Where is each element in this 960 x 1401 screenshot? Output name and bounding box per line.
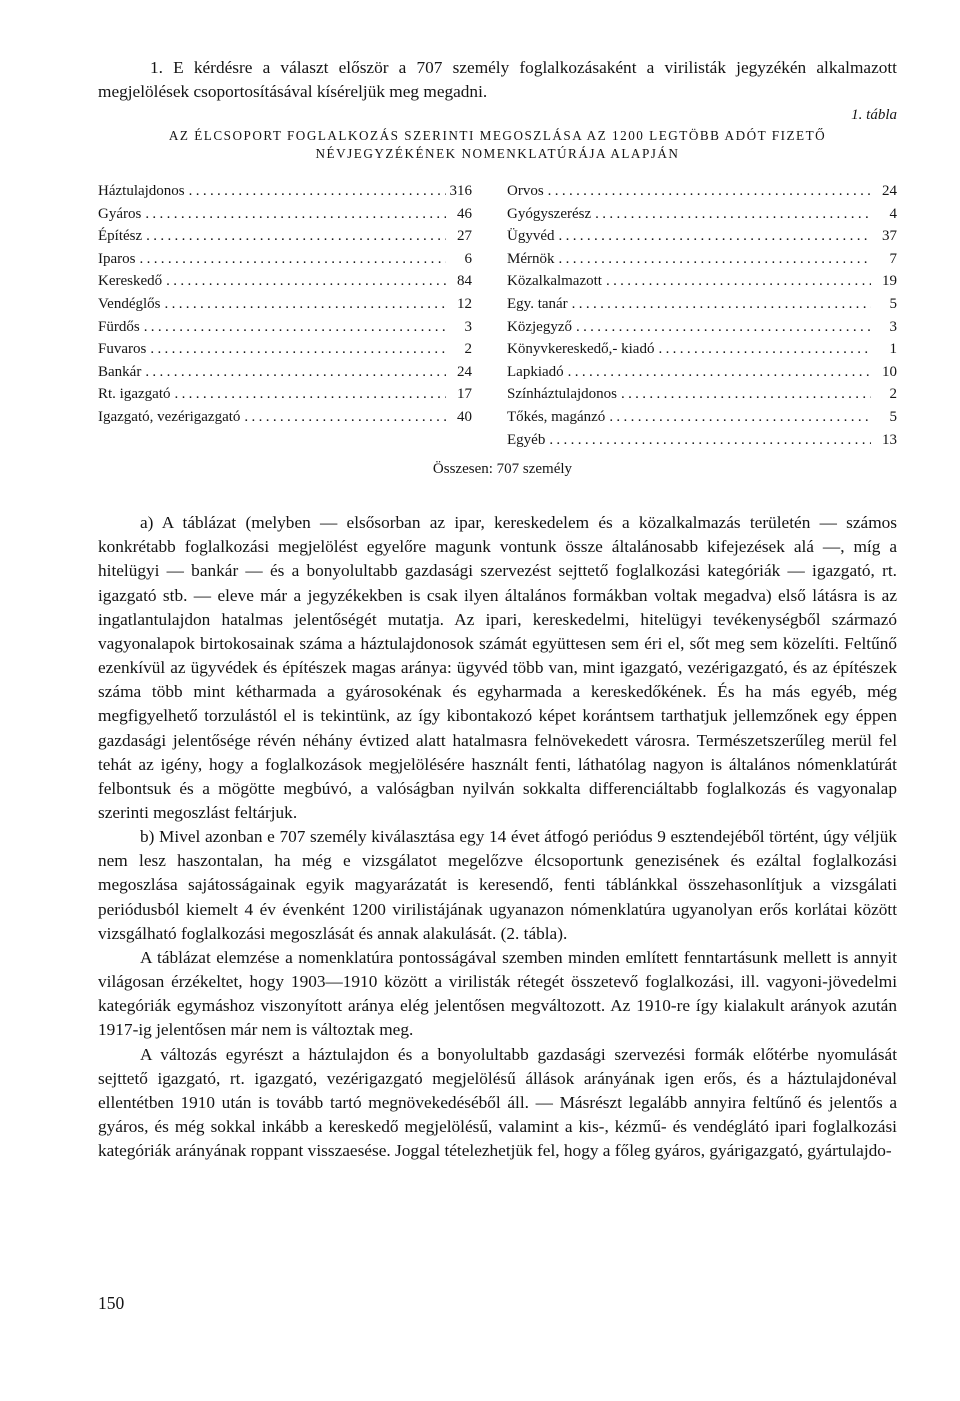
occupation-name: Kereskedő bbox=[98, 273, 163, 290]
occupation-name: Igazgató, vezérigazgató bbox=[98, 408, 241, 425]
occupation-name: Ügyvéd bbox=[507, 228, 555, 245]
occupation-name: Mérnök bbox=[507, 250, 555, 267]
table-row bbox=[507, 203, 897, 226]
table-row bbox=[98, 361, 472, 384]
occupation-name: Lapkiadó bbox=[507, 363, 564, 380]
table-caption-line-2: NÉVJEGYZÉKÉNEK NOMENKLATÚRÁJA ALAPJÁN bbox=[315, 146, 680, 161]
page-number: 150 bbox=[98, 1293, 125, 1313]
table-row bbox=[98, 406, 472, 429]
table-total: Összesen: 707 személy bbox=[432, 461, 573, 478]
table-row bbox=[507, 316, 897, 339]
occupation-count: 13 bbox=[882, 431, 897, 448]
table-row bbox=[98, 316, 472, 339]
occupation-count: 1 bbox=[889, 341, 897, 358]
occupation-table bbox=[98, 180, 897, 451]
occupation-count: 3 bbox=[889, 318, 897, 335]
paragraph-a: a) A táblázat (melyben — elsősorban az ipar, kereskedelem és a közalkalmazás területén — számos konkrétabb foglalkozási megjelölést egyelőre magunk vontunk össze általánosabb kifejezések alá —, míg a hitelügyi — bankár — és a bonyolultabb gazdasági szervezést sejttető foglalkozási kategóriák — igazgató, rt. igazgató stb. — eleve már a jegyzékekben is csak ilyen általános formákban voltak megadva) első látásra is az ingatlantulajdon hatalmas jelentőségét mutatja. Az ipari, kereskedelmi, hitelügyi tevékenységből származó vagyonalapok birtokosainak száma a háztulajdonosok számát együttesen sem éri el, sőt meg sem közelíti. Feltűnő ezenkívül az ügyvédek és építészek magas aránya: ügyvéd több van, mint igazgató, vezérigazgató, és az építészek száma több mint kétharmada a gyárosokénak és egyharmada a kereskedőkének. És ha más egyéb, még megfigyelhető torzulástól el is tekintünk, az így kibontakozó képet korántsem tarthatjuk jellemzőnek egy éppen gazdasági jelentősége révén néhány évtized alatt hatalmasra felnövekedett városra. Természetszerűleg merül fel tehát az igény, hogy a foglalkozások megjelölésére használt fenti, láthatólag nagyon is általános nómenklatúrát felbontsuk és a mögötte megbúvó, a valóságban nyilván sokkalta differenciáltabb foglalkozás és vagyonalap szerinti megoszlást feltárjuk. bbox=[98, 513, 897, 822]
table-caption-line-1: AZ ÉLCSOPORT FOGLALKOZÁS SZERINTI MEGOSZLÁSA AZ 1200 LEGTÖBB ADÓT FIZETŐ bbox=[168, 128, 827, 143]
occupation-count: 37 bbox=[882, 228, 897, 245]
occupation-count: 84 bbox=[457, 273, 472, 290]
table-row bbox=[507, 338, 897, 361]
occupation-count: 5 bbox=[889, 295, 897, 312]
occupation-count: 6 bbox=[464, 250, 472, 267]
table-row bbox=[98, 180, 472, 203]
occupation-name: Egyéb bbox=[507, 431, 546, 448]
occupation-name: Fuvaros bbox=[98, 341, 147, 358]
occupation-count: 24 bbox=[457, 363, 472, 380]
table-right-column bbox=[507, 180, 897, 451]
occupation-name: Gyógyszerész bbox=[507, 205, 592, 222]
table-row bbox=[98, 383, 472, 406]
occupation-name: Színháztulajdonos bbox=[507, 386, 617, 403]
occupation-name: Tőkés, magánzó bbox=[507, 408, 606, 425]
occupation-count: 19 bbox=[882, 273, 897, 290]
table-row bbox=[507, 429, 897, 452]
table-row bbox=[507, 293, 897, 316]
occupation-count: 3 bbox=[464, 318, 472, 335]
occupation-name: Bankár bbox=[98, 363, 142, 380]
document-page bbox=[98, 56, 897, 1163]
paragraph: A táblázat elemzése a nomenklatúra pontosságával szemben minden említett fenntartásunk mellett is annyit világosan érzékeltet, hogy 1903—1910 között a virilisták rétegét összetevő foglalkozási, ill. vagyoni-jövedelmi kategóriák egymáshoz viszonyított aránya elég jelentősen megváltozott. Az 1910-re így kialakult arányok azután 1917-ig jelentősen már nem is változtak meg. bbox=[98, 947, 897, 1040]
table-number: 1. tábla bbox=[851, 107, 897, 123]
table-row bbox=[98, 338, 472, 361]
intro-paragraph: 1. E kérdésre a választ először a 707 személy foglalkozásaként a virilisták jegyzékén alkalmazott megjelölések csoportosításával kíséreljük meg megadni. bbox=[98, 58, 897, 101]
occupation-count: 2 bbox=[889, 386, 897, 403]
occupation-count: 24 bbox=[882, 183, 897, 199]
table-row bbox=[507, 180, 897, 203]
occupation-name: Fürdős bbox=[98, 318, 140, 335]
table-row bbox=[98, 248, 472, 271]
occupation-count: 10 bbox=[882, 363, 897, 380]
occupation-count: 4 bbox=[889, 205, 897, 222]
table-row bbox=[98, 203, 472, 226]
table-row bbox=[507, 383, 897, 406]
occupation-count: 7 bbox=[889, 250, 897, 267]
table-row bbox=[507, 248, 897, 271]
occupation-name: Könyvkereskedő,- kiadó bbox=[507, 341, 655, 358]
table-row bbox=[507, 406, 897, 429]
table-row bbox=[507, 270, 897, 293]
table-row bbox=[98, 270, 472, 293]
paragraph: A változás egyrészt a háztulajdon és a bonyolultabb gazdasági szervezési formák előtérbe nyomulását sejttető igazgató, rt. igazgató, vezérigazgató megjelölésű állások arányának igen erős, és a háztulajdonéval ellentétben 1910 után is tovább tartó megnövekedéséből áll. — Másrészt legalább annyira feltűnő és jelentős a gyáros, és még sokkal inkább a kereskedő megjelölésű, valamint a kis-, kézmű- és vendéglátó ipari foglalkozási kategóriák arányának roppant visszaesése. Joggal tételezhetjük fel, hogy a főleg gyáros, gyárigazgató, gyártulajdo- bbox=[98, 1044, 897, 1161]
occupation-count: 12 bbox=[457, 295, 472, 312]
occupation-count: 17 bbox=[457, 386, 472, 403]
occupation-name: Vendéglős bbox=[98, 295, 161, 312]
table-row bbox=[98, 225, 472, 248]
occupation-count: 27 bbox=[457, 228, 472, 245]
occupation-name: Rt. igazgató bbox=[98, 386, 171, 403]
table-left-column bbox=[98, 180, 472, 451]
occupation-name: Orvos bbox=[507, 183, 544, 199]
occupation-count: 40 bbox=[457, 408, 472, 425]
body-text bbox=[98, 511, 897, 1163]
occupation-name: Háztulajdonos bbox=[98, 183, 185, 199]
table-row bbox=[98, 293, 472, 316]
occupation-count: 46 bbox=[457, 205, 472, 222]
occupation-count: 2 bbox=[464, 341, 472, 358]
occupation-count: 5 bbox=[889, 408, 897, 425]
occupation-name: Építész bbox=[98, 228, 143, 245]
table-row bbox=[507, 361, 897, 384]
occupation-name: Közjegyző bbox=[507, 318, 572, 335]
occupation-name: Egy. tanár bbox=[507, 295, 568, 312]
occupation-name: Iparos bbox=[98, 250, 136, 267]
occupation-count: 316 bbox=[449, 183, 472, 199]
paragraph-b: b) Mivel azonban e 707 személy kiválasztása egy 14 évet átfogó periódus 9 esztendejéből történt, úgy véljük nem lesz haszontalan, ha még e vizsgálatot megelőzve élcsoportunk genezisének és ezáltal foglalkozási megoszlása sajátosságainak egyik magyarázatát is keresendő, fenti táblánkkal összehasonlítjuk a vizsgálati periódusból kiemelt 4 év évenként 1200 virilistájának ugyanazon nómenklatúra ugyanolyan erős korlátai között vizsgálható foglalkozási megoszlását és annak alakulását. (2. tábla). bbox=[98, 827, 897, 943]
occupation-name: Gyáros bbox=[98, 205, 142, 222]
occupation-name: Közalkalmazott bbox=[507, 273, 602, 290]
table-row bbox=[507, 225, 897, 248]
